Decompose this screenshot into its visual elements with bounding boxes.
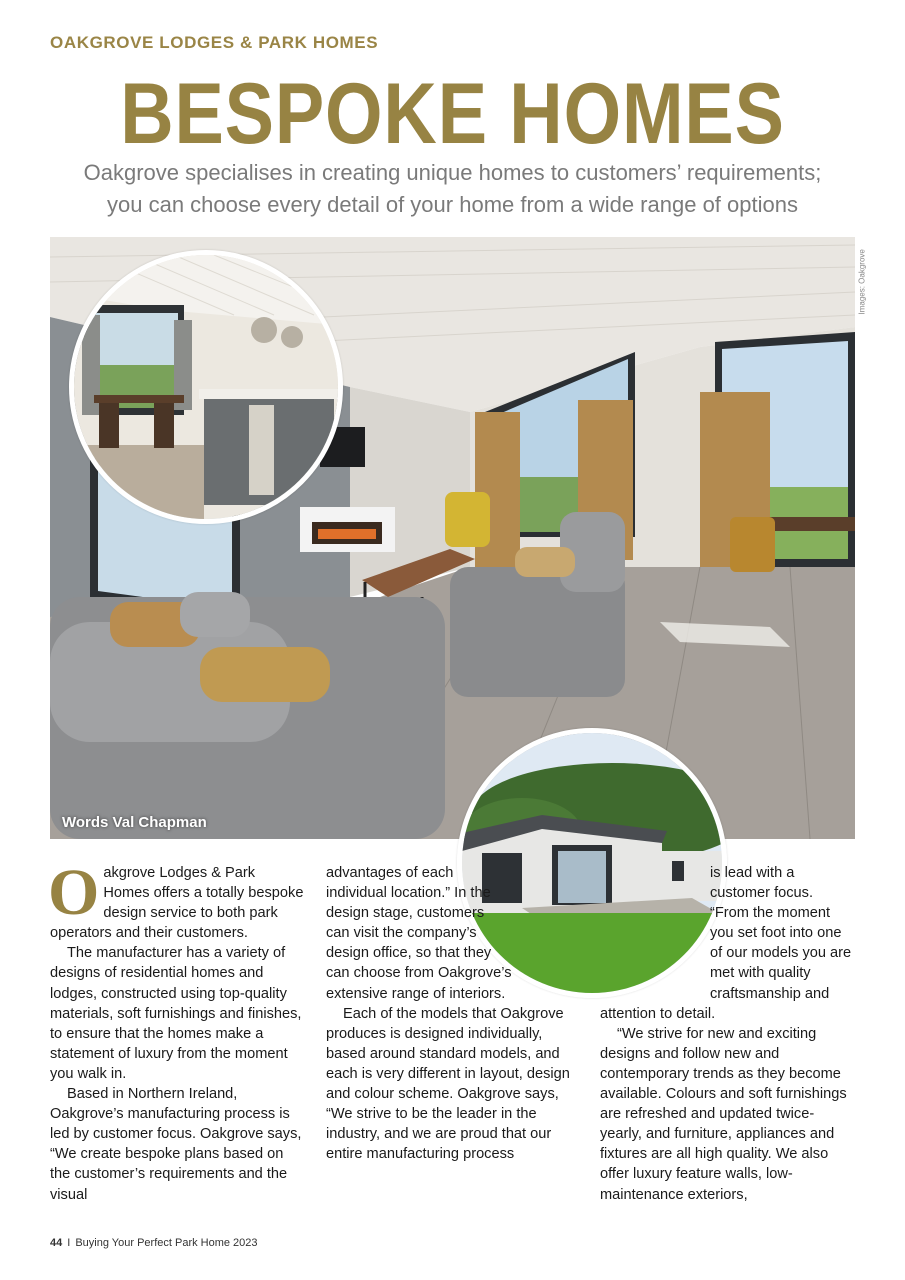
photo-credit-text: Images: Oakgrove (857, 249, 867, 315)
drop-cap: O (48, 856, 100, 929)
paragraph-text: akgrove Lodges & Park Homes offers a totally bespoke design service to both park operators and their customers. (50, 865, 304, 942)
standfirst (40, 157, 865, 221)
byline: Words Val Chapman (62, 814, 207, 831)
paragraph: “We strive for new and exciting designs and follow new and contemporary trends as they become available. Colours and soft furnishings are refreshed and updated twice-yearly, and furniture, appliances and fixtures are all high quality. We also offer luxury feature walls, low-maintenance exteriors, (600, 1025, 847, 1203)
paragraph: Based in Northern Ireland, Oakgrove’s manufacturing process is led by customer focus. Oakgrove says, “We create bespoke plans based on the customer’s requirements and the visual (50, 1086, 302, 1203)
inset-photo-kitchen (69, 250, 343, 524)
article-column-2 (326, 863, 578, 1164)
page-number: 44 (50, 1237, 63, 1249)
paragraph: Each of the models that Oakgrove produces is designed individually, based around standard models, and each is very different in layout, design and colour scheme. Oakgrove says, “We strive to be the leader in the industry, and we are proud that our entire manufacturing process (326, 1005, 570, 1163)
article-column-3 (600, 863, 855, 1205)
text-wrap-spacer (600, 863, 710, 1003)
paragraph: advantages of each individual location.” In the design stage, customers can visit the company’s design office, so that they can choose from Oakgrove’s extensive range of interiors. (326, 865, 512, 1002)
paragraph (48, 856, 305, 943)
publication-title: Buying Your Perfect Park Home 2023 (75, 1237, 258, 1249)
headline: BESPOKE HOMES (120, 66, 785, 162)
kitchen-illustration (74, 255, 338, 519)
footer-separator: I (67, 1237, 71, 1249)
standfirst-line-1: Oakgrove specialises in creating unique homes to customers’ requirements; (83, 160, 822, 185)
photo-credit (856, 236, 868, 316)
paragraph: is lead with a customer focus. “From the moment you set foot into one of our models you are met with quality craftsmanship and attention to detail. (600, 865, 852, 1022)
section-tag: OAKGROVE LODGES & PARK HOMES (50, 33, 379, 52)
article-column-1 (48, 856, 305, 1205)
standfirst-line-2: you can choose every detail of your home from a wide range of options (107, 192, 798, 217)
page-footer (50, 1237, 258, 1249)
paragraph: The manufacturer has a variety of designs of residential homes and lodges, constructed using top-quality materials, soft furnishings and finishes, to ensure that the homes make a statement of luxury from the moment you walk in. (50, 945, 302, 1082)
